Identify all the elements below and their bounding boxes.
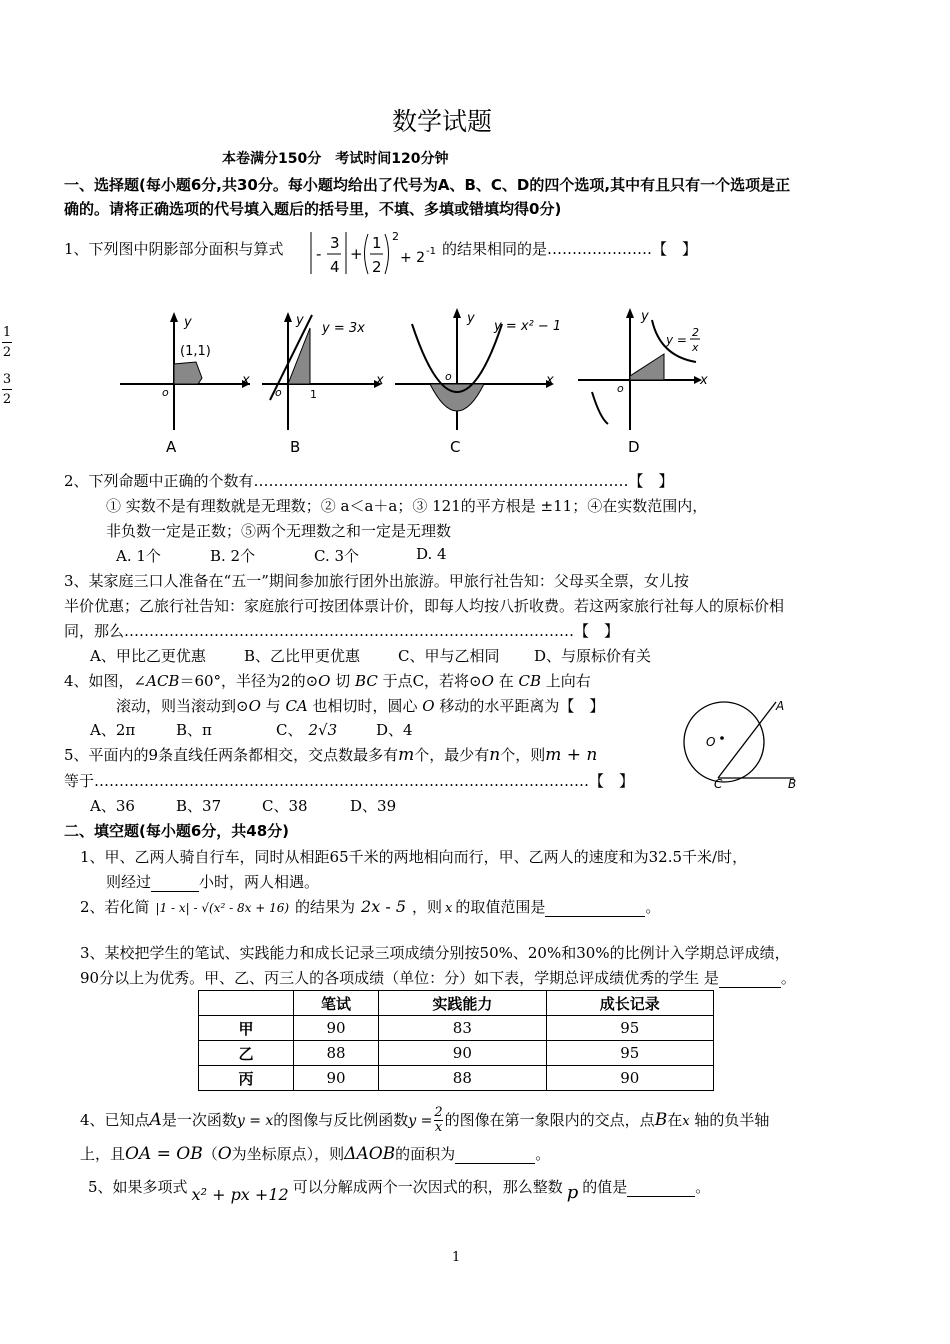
table-cell: 95 [546,1041,713,1066]
fill-q5-blank[interactable] [627,1178,695,1197]
q1-frac1-num: 3 [330,234,340,252]
graph-b-eq: y = 3x [322,321,365,336]
q4-o2: O [481,672,494,690]
q3-option-d: D、与原标价有关 [534,647,652,665]
fill-q1-line1: 1、甲、乙两人骑自行车，同时从相距65千米的两地相向而行，甲、乙两人的速度和为32.5千米/时， [80,848,748,866]
graph-a [120,312,250,456]
q4-line1 [64,670,591,691]
fill-q4-l1e: 在 [667,1110,683,1129]
fill-q4-l1c: 的图像与反比例函数 [273,1110,409,1129]
fill-q4-o: O [217,1144,232,1164]
q5-n: n [489,745,501,765]
graph-d-x: x [700,373,708,388]
q2-stem: 2、下列命题中正确的个数有…………………………………………………………………【 】 [64,472,674,490]
graph-b-x: x [376,373,384,388]
graph-a-point: (1,1) [180,344,211,359]
margin-num-1: 1 [2,325,12,340]
q4-l1a: 4、如图， [64,672,134,690]
q2-option-c: C. 3个 [314,547,360,565]
q1-graphs [100,300,740,460]
fill-q2-prefix: 2、若化简 [80,898,150,916]
q5-line2: 等于………………………………………………………………………………………【 】 [64,772,635,790]
q4-o1: O [318,672,331,690]
fill-q3-line2 [80,967,796,988]
graph-c-label: C [450,438,461,456]
fill-q4-l1f: 轴的负半轴 [689,1110,770,1129]
page-number: 1 [452,1250,461,1265]
q1-frac2-den: 2 [372,258,382,276]
fill-q5-suffix: 的值是 [582,1178,628,1196]
table-cell: 90 [294,1016,379,1041]
q5-l1a: 5、平面内的9条直线任两条都相交，交点数最多有 [64,746,399,764]
q1-frac1-den: 4 [330,258,340,276]
table-cell: 90 [546,1066,713,1091]
q4-l2c: 也相切时，圆心 [307,697,423,715]
q4-option-a: A、2π [90,721,136,739]
graph-b-tick: 1 [310,388,317,401]
q4-bc: BC [355,672,378,690]
graph-d-num: 2 [692,326,699,339]
q4-figure [676,694,806,794]
table-header-row [199,991,714,1016]
fill-q4-l2d: 的面积为 [395,1145,456,1163]
q1-frac2-num: 1 [372,234,382,252]
fill-q5-poly: x² + px +12 [191,1185,289,1204]
margin-bar-1 [2,342,12,343]
graph-d [578,308,708,456]
fill-q1-blank[interactable] [151,873,199,892]
q4-l2b: 与 [260,697,286,715]
q3-option-c: C、甲与乙相同 [398,647,500,665]
table-header-cell: 实践能力 [379,991,546,1016]
fig-c: C [714,777,723,791]
fig-o: O [706,735,716,749]
q4-option-c-math: 2√3 [308,721,338,739]
q1-expression-svg [308,228,444,278]
fill-q4-f2-den: x [434,1120,443,1136]
q4-o4: O [422,697,435,715]
graph-b [262,312,384,456]
section1-heading-line1: 一、选择题(每小题6分,共30分。每小题均给出了代号为A、B、C、D的四个选项,其中有且只有一个选项是正 [64,176,791,194]
fill-q4-f2-frac [434,1106,442,1136]
q1-exp-neg1: -1 [426,246,436,257]
fill-q2-suffix: 的取值范围是 [455,898,546,916]
fill-q3-blank[interactable] [719,969,781,988]
q3-option-a: A、甲比乙更优惠 [90,647,206,665]
table-cell: 90 [294,1066,379,1091]
fill-q4-f2-lhs: y = [408,1112,433,1129]
table-header-cell: 笔试 [294,991,379,1016]
q4-l2a: 滚动，则当滚动到⊙ [116,697,249,715]
graph-a-y: y [184,315,192,330]
q4-l1b: ＝60°，半径为2的⊙ [179,672,319,690]
table-cell: 88 [379,1066,546,1091]
fill-q4-blank[interactable] [455,1145,535,1164]
fill-q3-l2a: 90分以上为优秀。甲、乙、丙三人的各项成绩（单位：分）如下表，学期总评成绩优秀的学生 是 [80,969,719,987]
q5-line1 [64,744,597,765]
table-row-head: 乙 [199,1041,294,1066]
graph-c-x: x [546,373,554,388]
q4-cb: CB [518,672,541,690]
margin-num-2: 3 [2,372,12,387]
fill-q4-l2e: 。 [535,1145,551,1163]
q4-option-b: B、π [176,721,212,739]
table-cell: 95 [546,1016,713,1041]
q4-l1f: 上向右 [540,672,591,690]
graph-a-label: A [166,438,177,456]
fill-q5-end: 。 [695,1178,711,1196]
q1-plus2: + 2 [400,250,426,266]
table-row [199,1041,714,1066]
fill-q1-l2b: 小时，两人相遇。 [199,873,320,891]
q4-line2 [116,695,604,716]
fill-q1-line2 [106,871,319,892]
graph-b-label: B [290,438,301,456]
q5-m-plus-n: m + n [545,745,598,765]
graph-a-x: x [242,373,250,388]
fill-q2 [80,896,660,917]
q5-l1b: 个，最少有 [414,746,490,764]
q1-minus: - [316,245,322,263]
fill-q2-end: 。 [645,898,661,916]
q1-plus1: + [350,245,363,263]
fill-q4-l2c: 为坐标原点），则 [231,1145,345,1163]
q2-line1: ① 实数不是有理数就是无理数；② a＜a＋a；③ 121的平方根是 ±11；④在实数范围内， [106,497,708,515]
fill-q2-result: 2x - 5 [361,897,407,916]
graph-c-y: y [467,311,475,326]
q4-option-c [276,719,337,740]
q3-option-b: B、乙比甲更优惠 [244,647,361,665]
graph-d-eq: y = [666,333,687,347]
fill-q5-p: p [566,1182,579,1203]
q3-line3: 同，那么………………………………………………………………………………【 】 [64,622,620,640]
margin-fractions [2,326,12,406]
table-header-cell [199,991,294,1016]
q3-line2: 半价优惠；乙旅行社告知：家庭旅行可按团体票计价，即每人均按八折收费。若这两家旅行社每人的原标价相 [64,597,785,615]
q3-line1: 3、某家庭三口人准备在“五一”期间参加旅行团外出旅游。甲旅行社告知：父母买全票，女儿按 [64,572,689,590]
graph-c-eq: y = x² − 1 [494,319,562,334]
graph-c-origin: o [445,370,452,383]
table-header-cell: 成长记录 [546,991,713,1016]
fig-b: B [788,777,797,791]
fig-a: A [776,699,785,713]
graph-c [395,308,561,456]
fill-q2-expr: |1 - x| - √(x² - 8x + 16) [155,901,290,915]
q5-l1c: 个，则 [500,746,546,764]
q4-o3: O [248,697,261,715]
table-cell: 88 [294,1041,379,1066]
fill-q4-line2 [80,1143,550,1164]
graph-a-origin: o [162,386,169,399]
graph-b-origin: o [275,386,282,399]
fill-q3-l2b: 。 [780,969,796,987]
table-row-head: 丙 [199,1066,294,1091]
graph-d-label: D [628,438,640,456]
fill-q4-l2a: 上，且 [80,1145,126,1163]
fill-q4-b: B [654,1109,668,1130]
fill-q4-l2b: （ [202,1145,218,1163]
fill-q4-line1 [80,1106,769,1136]
fill-q4-f2-num: 2 [434,1105,443,1120]
q1-exp2: 2 [392,230,399,243]
q4-l1d: 于点C，若将⊙ [377,672,482,690]
exam-subtitle: 本卷满分150分 考试时间120分钟 [222,151,449,167]
fill-q4-tri: ΔAOB [344,1144,396,1164]
section1-heading-line2: 确的。请将正确选项的代号填入题后的括号里，不填、多填或错填均得0分) [64,200,562,218]
q4-l2d: 移动的水平距离为【 】 [434,697,605,715]
section2-heading: 二、填空题(每小题6分，共48分) [64,822,290,840]
q4-option-d: D、4 [376,721,413,739]
fill-q2-mid2: ，则 [412,898,443,916]
fill-q1-l2a: 则经过 [106,873,152,891]
scores-table [198,990,714,1091]
q4-option-c-label: C、 [276,721,303,739]
q1-prefix: 1、下列图中阴影部分面积与算式 [64,240,284,258]
table-row [199,1066,714,1091]
q2-option-d: D. 4 [416,545,447,563]
q4-l1c: 切 [330,672,356,690]
graph-b-y: y [296,313,304,328]
fill-q4-l1a: 4、已知点 [80,1110,150,1129]
margin-den-2: 2 [2,392,12,407]
fill-q5-prefix: 5、如果多项式 [88,1178,188,1196]
table-row [199,1016,714,1041]
page-title: 数学试题 [392,107,493,136]
q5-option-d: D、39 [350,797,397,815]
graph-d-origin: o [617,382,624,395]
fill-q5-mid: 可以分解成两个一次因式的积，那么整数 [292,1178,563,1196]
q2-option-a: A. 1个 [116,547,161,565]
margin-den-1: 2 [2,345,12,360]
fill-q2-blank[interactable] [545,898,645,917]
fill-q5 [88,1176,711,1204]
fill-q4-l1d: 的图像在第一象限内的交点，点 [444,1110,655,1129]
q5-option-b: B、37 [176,797,222,815]
q1-suffix: 的结果相同的是…………………【 】 [442,240,698,258]
table-cell: 90 [379,1041,546,1066]
table-cell: 83 [379,1016,546,1041]
graph-d-den: x [692,341,699,354]
q5-option-a: A、36 [90,797,135,815]
fill-q4-f1: y = x [236,1112,274,1129]
margin-bar-2 [2,389,12,390]
fill-q4-x: x [682,1113,690,1129]
q2-line2: 非负数一定是正数；⑤两个无理数之和一定是无理数 [106,522,452,540]
q1-expression [308,228,444,278]
fill-q4-l1b: 是一次函数 [161,1110,237,1129]
q5-option-c: C、38 [262,797,308,815]
graph-d-y: y [641,309,649,324]
table-row-head: 甲 [199,1016,294,1041]
q4-angle: ∠ACB [133,672,180,690]
fill-q3-line1: 3、某校把学生的笔试、实践能力和成长记录三项成绩分别按50%、20%和30%的比例计入学期总评成绩， [80,944,790,962]
fill-q2-mid: 的结果为 [295,898,356,916]
q4-ca: CA [285,697,308,715]
fill-q2-x: x [445,901,453,916]
q4-l1e: 在 [493,672,519,690]
q5-m: m [398,745,415,765]
q2-option-b: B. 2个 [210,547,256,565]
fill-q4-a: A [149,1109,162,1130]
fill-q4-eq: OA = OB [125,1144,203,1164]
